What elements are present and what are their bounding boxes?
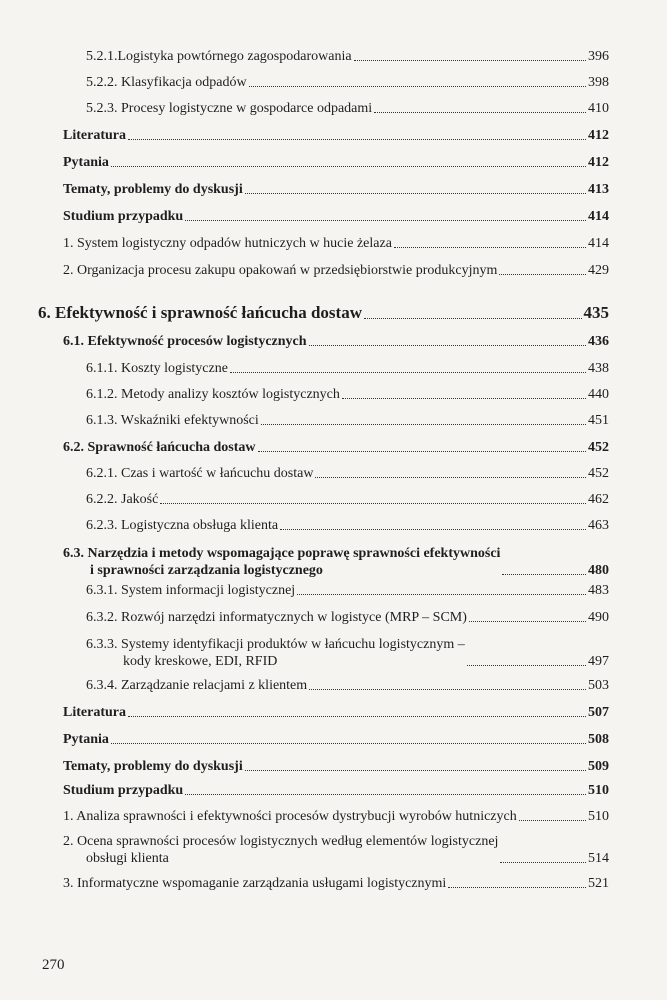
toc-entry-page: 490 — [588, 610, 609, 625]
leader-dots — [315, 477, 586, 478]
leader-dots — [258, 451, 586, 452]
toc-entry[interactable] — [86, 48, 609, 65]
leader-dots — [185, 220, 586, 221]
toc-entry-title: 6.3.4. Zarządzanie relacjami z klientem — [86, 678, 308, 693]
leader-dots — [448, 887, 586, 888]
toc-entry-page: 398 — [588, 75, 609, 90]
leader-dots — [394, 247, 586, 248]
toc-entry-page: 509 — [588, 759, 609, 774]
toc-entry-page: 435 — [583, 303, 609, 322]
leader-dots — [500, 862, 586, 863]
leader-dots — [280, 529, 586, 530]
leader-dots — [364, 318, 582, 319]
toc-entry-title: Studium przypadku — [63, 209, 184, 224]
toc-entry-page: 429 — [588, 263, 609, 278]
toc-entry-bold[interactable] — [63, 208, 609, 225]
toc-entry-page: 452 — [588, 466, 609, 481]
toc-entry-title: 6.1.1. Koszty logistyczne — [86, 361, 228, 376]
toc-entry-title: 6. Efektywność i sprawność łańcucha dostaw — [38, 303, 362, 322]
toc-entry-title: 2. Organizacja procesu zakupu opakowań w przedsiębiorstwie produkcyjnym — [63, 263, 498, 278]
toc-entry-title: 6.2.2. Jakość — [86, 492, 159, 507]
toc-entry-title: Pytania — [63, 732, 109, 747]
toc-entry-page: 414 — [588, 236, 609, 251]
toc-entry-page: 483 — [588, 583, 609, 598]
toc-entry-title: Literatura — [63, 128, 126, 143]
toc-entry-title-line1: 2. Ocena sprawności procesów logistycznych według elementów logistycznej — [63, 834, 499, 849]
leader-dots — [185, 794, 586, 795]
leader-dots — [245, 770, 586, 771]
toc-entry-title — [86, 636, 465, 670]
leader-dots — [128, 139, 586, 140]
toc-entry[interactable] — [63, 262, 609, 279]
toc-entry-title-line2: kody kreskowe, EDI, RFID — [123, 654, 278, 669]
toc-entry[interactable] — [86, 636, 609, 670]
toc-entry[interactable] — [86, 609, 609, 626]
leader-dots — [519, 820, 586, 821]
toc-entry-page: 521 — [588, 876, 609, 891]
toc-entry-title: 6.3.2. Rozwój narzędzi informatycznych w logistyce (MRP – SCM) — [86, 610, 467, 625]
toc-entry-title: 1. System logistyczny odpadów hutniczych w hucie żelaza — [63, 236, 392, 251]
toc-entry-title-line2: obsługi klienta — [86, 851, 169, 866]
toc-entry-title-line1: 6.3. Narzędzia i metody wspomagające poprawę sprawności efektywności — [63, 546, 501, 561]
toc-entry[interactable] — [63, 833, 609, 867]
toc-section-heading[interactable] — [63, 333, 609, 350]
leader-dots — [342, 398, 586, 399]
toc-entry-page: 462 — [588, 492, 609, 507]
toc-entry-page: 508 — [588, 732, 609, 747]
toc-entry-title-line2: i sprawności zarządzania logistycznego — [90, 563, 323, 578]
toc-entry-page: 414 — [588, 209, 609, 224]
toc-entry-page: 412 — [588, 128, 609, 143]
toc-entry-title: 6.1. Efektywność procesów logistycznych — [63, 334, 307, 349]
toc-entry[interactable] — [86, 74, 609, 91]
toc-entry[interactable] — [86, 412, 609, 429]
leader-dots — [245, 193, 586, 194]
toc-entry[interactable] — [63, 808, 609, 825]
leader-dots — [502, 574, 586, 575]
leader-dots — [261, 424, 586, 425]
leader-dots — [249, 86, 586, 87]
toc-entry[interactable] — [86, 465, 609, 482]
toc-entry-bold[interactable] — [63, 181, 609, 198]
leader-dots — [160, 503, 586, 504]
toc-entry-page: 412 — [588, 155, 609, 170]
toc-entry-page: 514 — [588, 851, 609, 866]
toc-entry[interactable] — [86, 582, 609, 599]
page-number: 270 — [42, 957, 65, 973]
toc-section-heading[interactable] — [63, 439, 609, 456]
toc-entry-title: 1. Analiza sprawności i efektywności procesów dystrybucji wyrobów hutniczych — [63, 809, 517, 824]
toc-entry-title: 3. Informatyczne wspomaganie zarządzania usługami logistycznymi — [63, 876, 447, 891]
toc-entry-page: 438 — [588, 361, 609, 376]
toc-entry-page: 413 — [588, 182, 609, 197]
toc-entry-title — [63, 833, 498, 867]
toc-entry[interactable] — [63, 875, 609, 892]
leader-dots — [354, 60, 586, 61]
toc-entry[interactable] — [63, 235, 609, 252]
toc-entry-title: 6.1.2. Metody analizy kosztów logistycznych — [86, 387, 340, 402]
toc-entry-page: 507 — [588, 705, 609, 720]
toc-entry[interactable] — [86, 517, 609, 534]
toc-entry-title: 6.2.3. Logistyczna obsługa klienta — [86, 518, 279, 533]
leader-dots — [499, 274, 586, 275]
leader-dots — [467, 665, 586, 666]
toc-entry-title: Studium przypadku — [63, 783, 184, 798]
toc-entry-page: 396 — [588, 49, 609, 64]
leader-dots — [469, 621, 586, 622]
toc-entry-title: 6.3.1. System informacji logistycznej — [86, 583, 296, 598]
toc-entry-bold[interactable] — [63, 154, 609, 171]
toc-entry[interactable] — [86, 386, 609, 403]
leader-dots — [230, 372, 586, 373]
toc-entry-page: 452 — [588, 440, 609, 455]
toc-entry-page: 510 — [588, 809, 609, 824]
toc-entry-page: 463 — [588, 518, 609, 533]
toc-entry[interactable] — [86, 100, 609, 117]
toc-entry-page: 480 — [588, 563, 609, 578]
toc-entry-title: Pytania — [63, 155, 109, 170]
toc-entry-title: 5.2.2. Klasyfikacja odpadów — [86, 75, 247, 90]
toc-entry-title: Literatura — [63, 705, 126, 720]
toc-entry-page: 503 — [588, 678, 609, 693]
leader-dots — [374, 112, 586, 113]
toc-entry-page: 497 — [588, 654, 609, 669]
toc-entry-title-line1: 6.3.3. Systemy identyfikacji produktów w łańcuchu logistycznym – — [86, 637, 465, 652]
toc-chapter-heading[interactable] — [38, 303, 609, 323]
leader-dots — [309, 345, 586, 346]
toc-entry-bold[interactable] — [63, 782, 609, 799]
toc-entry-title — [63, 545, 500, 579]
toc-entry-page: 451 — [588, 413, 609, 428]
toc-entry-title: 6.2. Sprawność łańcucha dostaw — [63, 440, 256, 455]
toc-entry-title: 5.2.3. Procesy logistyczne w gospodarce odpadami — [86, 101, 373, 116]
toc-entry-page: 440 — [588, 387, 609, 402]
toc-entry-title: 6.2.1. Czas i wartość w łańcuchu dostaw — [86, 466, 314, 481]
toc-entry-title: 5.2.1.Logistyka powtórnego zagospodarowania — [86, 49, 352, 64]
toc-section-heading[interactable] — [63, 545, 609, 579]
leader-dots — [309, 689, 586, 690]
leader-dots — [111, 743, 586, 744]
leader-dots — [128, 716, 586, 717]
toc-entry[interactable] — [86, 677, 609, 694]
toc-entry-bold[interactable] — [63, 704, 609, 721]
toc-entry-title: 6.1.3. Wskaźniki efektywności — [86, 413, 259, 428]
leader-dots — [111, 166, 586, 167]
toc-entry-page: 510 — [588, 783, 609, 798]
toc-entry[interactable] — [86, 360, 609, 377]
toc-entry-page: 436 — [588, 334, 609, 349]
toc-entry-bold[interactable] — [63, 731, 609, 748]
leader-dots — [297, 594, 586, 595]
toc-entry-title: Tematy, problemy do dyskusji — [63, 759, 243, 774]
toc-entry-title: Tematy, problemy do dyskusji — [63, 182, 243, 197]
toc-entry-bold[interactable] — [63, 127, 609, 144]
toc-entry-bold[interactable] — [63, 758, 609, 775]
toc-entry-page: 410 — [588, 101, 609, 116]
toc-entry[interactable] — [86, 491, 609, 508]
